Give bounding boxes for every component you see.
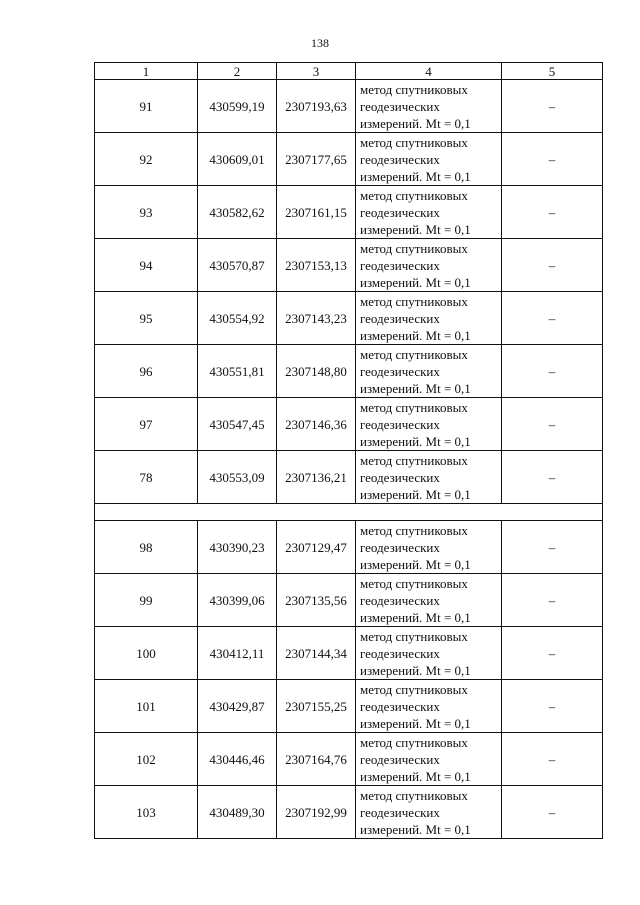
method-text-line: метод спутниковых: [360, 628, 468, 644]
table-row: [95, 627, 603, 680]
x-coordinate-cell: 430429,87: [198, 680, 277, 733]
method-text-line: измерений. Mt = 0,1: [360, 221, 471, 237]
point-number-cell: 97: [95, 398, 198, 451]
method-text-line: измерений. Mt = 0,1: [360, 168, 471, 184]
method-cell: [356, 451, 502, 504]
x-coordinate-cell: 430551,81: [198, 345, 277, 398]
y-coordinate-cell: 2307143,23: [277, 292, 356, 345]
method-cell: [356, 680, 502, 733]
method-text-line: метод спутниковых: [360, 187, 468, 203]
table-header-row: [95, 63, 603, 80]
method-text-line: измерений. Mt = 0,1: [360, 327, 471, 343]
method-text-line: измерений. Mt = 0,1: [360, 556, 471, 572]
table-row: [95, 398, 603, 451]
point-number-cell: 94: [95, 239, 198, 292]
x-coordinate-cell: 430489,30: [198, 786, 277, 839]
method-text-line: измерений. Mt = 0,1: [360, 768, 471, 784]
method-text-line: геодезических: [360, 751, 440, 767]
y-coordinate-cell: 2307144,34: [277, 627, 356, 680]
y-coordinate-cell: 2307193,63: [277, 80, 356, 133]
table-row: [95, 786, 603, 839]
method-text-line: метод спутниковых: [360, 522, 468, 538]
note-cell: –: [502, 680, 603, 733]
method-text-line: измерений. Mt = 0,1: [360, 609, 471, 625]
method-cell: [356, 239, 502, 292]
point-number-cell: 98: [95, 521, 198, 574]
method-cell: [356, 521, 502, 574]
point-number-cell: 99: [95, 574, 198, 627]
point-number-cell: 102: [95, 733, 198, 786]
y-coordinate-cell: 2307136,21: [277, 451, 356, 504]
note-cell: –: [502, 398, 603, 451]
method-text-line: измерений. Mt = 0,1: [360, 115, 471, 131]
method-text-line: геодезических: [360, 363, 440, 379]
x-coordinate-cell: 430553,09: [198, 451, 277, 504]
method-text-line: метод спутниковых: [360, 134, 468, 150]
note-cell: –: [502, 345, 603, 398]
method-text-line: геодезических: [360, 539, 440, 555]
note-cell: –: [502, 521, 603, 574]
method-cell: [356, 733, 502, 786]
column-header-3: 3: [277, 63, 356, 80]
method-text-line: метод спутниковых: [360, 575, 468, 591]
y-coordinate-cell: 2307161,15: [277, 186, 356, 239]
separator-cell: [95, 504, 603, 521]
method-text-line: метод спутниковых: [360, 81, 468, 97]
note-cell: –: [502, 186, 603, 239]
note-cell: –: [502, 80, 603, 133]
method-text-line: геодезических: [360, 204, 440, 220]
method-text-line: геодезических: [360, 98, 440, 114]
method-text-line: измерений. Mt = 0,1: [360, 380, 471, 396]
method-text-line: геодезических: [360, 804, 440, 820]
point-number-cell: 100: [95, 627, 198, 680]
note-cell: –: [502, 133, 603, 186]
note-cell: –: [502, 627, 603, 680]
column-header-2: 2: [198, 63, 277, 80]
y-coordinate-cell: 2307148,80: [277, 345, 356, 398]
x-coordinate-cell: 430609,01: [198, 133, 277, 186]
method-text-line: метод спутниковых: [360, 681, 468, 697]
point-number-cell: 95: [95, 292, 198, 345]
method-text-line: геодезических: [360, 257, 440, 273]
y-coordinate-cell: 2307146,36: [277, 398, 356, 451]
x-coordinate-cell: 430554,92: [198, 292, 277, 345]
method-text-line: метод спутниковых: [360, 240, 468, 256]
note-cell: –: [502, 239, 603, 292]
note-cell: –: [502, 786, 603, 839]
method-text-line: измерений. Mt = 0,1: [360, 274, 471, 290]
note-cell: –: [502, 574, 603, 627]
y-coordinate-cell: 2307177,65: [277, 133, 356, 186]
method-cell: [356, 398, 502, 451]
table-row: [95, 133, 603, 186]
table-row: [95, 80, 603, 133]
x-coordinate-cell: 430399,06: [198, 574, 277, 627]
table-row: [95, 521, 603, 574]
point-number-cell: 91: [95, 80, 198, 133]
point-number-cell: 103: [95, 786, 198, 839]
method-cell: [356, 186, 502, 239]
table-row: [95, 186, 603, 239]
column-header-4: 4: [356, 63, 502, 80]
x-coordinate-cell: 430570,87: [198, 239, 277, 292]
method-text-line: метод спутниковых: [360, 346, 468, 362]
method-text-line: геодезических: [360, 416, 440, 432]
y-coordinate-cell: 2307155,25: [277, 680, 356, 733]
column-header-5: 5: [502, 63, 603, 80]
method-text-line: геодезических: [360, 698, 440, 714]
note-cell: –: [502, 733, 603, 786]
method-text-line: измерений. Mt = 0,1: [360, 662, 471, 678]
y-coordinate-cell: 2307164,76: [277, 733, 356, 786]
table-row: [95, 733, 603, 786]
method-text-line: измерений. Mt = 0,1: [360, 433, 471, 449]
method-cell: [356, 345, 502, 398]
method-text-line: геодезических: [360, 469, 440, 485]
table-row: [95, 680, 603, 733]
method-text-line: метод спутниковых: [360, 293, 468, 309]
point-number-cell: 93: [95, 186, 198, 239]
page-number: 138: [311, 36, 329, 50]
table-row: [95, 292, 603, 345]
table-row: [95, 451, 603, 504]
method-cell: [356, 786, 502, 839]
x-coordinate-cell: 430412,11: [198, 627, 277, 680]
method-text-line: измерений. Mt = 0,1: [360, 715, 471, 731]
point-number-cell: 96: [95, 345, 198, 398]
y-coordinate-cell: 2307129,47: [277, 521, 356, 574]
x-coordinate-cell: 430599,19: [198, 80, 277, 133]
method-text-line: геодезических: [360, 592, 440, 608]
x-coordinate-cell: 430547,45: [198, 398, 277, 451]
method-text-line: геодезических: [360, 645, 440, 661]
coordinates-table: [94, 62, 603, 839]
method-cell: [356, 627, 502, 680]
method-text-line: геодезических: [360, 151, 440, 167]
y-coordinate-cell: 2307192,99: [277, 786, 356, 839]
x-coordinate-cell: 430582,62: [198, 186, 277, 239]
point-number-cell: 78: [95, 451, 198, 504]
x-coordinate-cell: 430446,46: [198, 733, 277, 786]
table-row: [95, 345, 603, 398]
point-number-cell: 92: [95, 133, 198, 186]
method-text-line: метод спутниковых: [360, 734, 468, 750]
method-cell: [356, 292, 502, 345]
method-text-line: измерений. Mt = 0,1: [360, 486, 471, 502]
method-text-line: метод спутниковых: [360, 399, 468, 415]
method-text-line: геодезических: [360, 310, 440, 326]
method-text-line: измерений. Mt = 0,1: [360, 821, 471, 837]
column-header-1: 1: [95, 63, 198, 80]
method-text-line: метод спутниковых: [360, 787, 468, 803]
y-coordinate-cell: 2307135,56: [277, 574, 356, 627]
table-row: [95, 574, 603, 627]
y-coordinate-cell: 2307153,13: [277, 239, 356, 292]
note-cell: –: [502, 451, 603, 504]
x-coordinate-cell: 430390,23: [198, 521, 277, 574]
point-number-cell: 101: [95, 680, 198, 733]
method-text-line: метод спутниковых: [360, 452, 468, 468]
separator-row: [95, 504, 603, 521]
method-cell: [356, 574, 502, 627]
method-cell: [356, 133, 502, 186]
note-cell: –: [502, 292, 603, 345]
table-row: [95, 239, 603, 292]
method-cell: [356, 80, 502, 133]
